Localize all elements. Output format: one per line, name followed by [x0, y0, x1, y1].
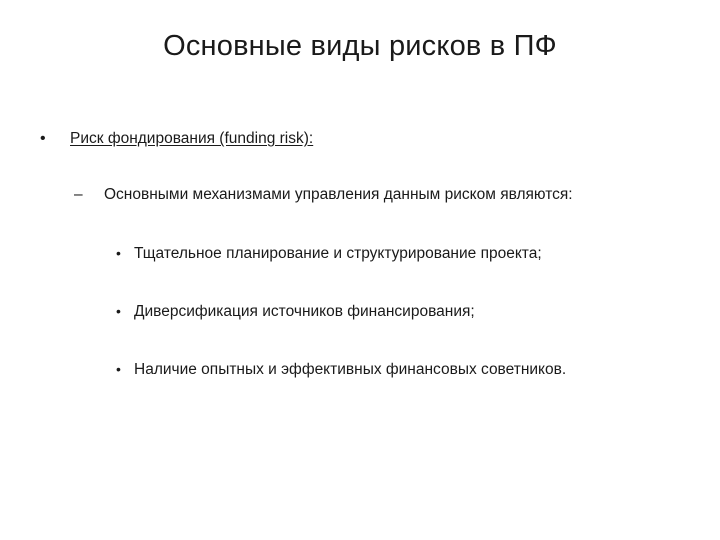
bullet-marker: •: [116, 303, 121, 319]
bullet-marker: •: [116, 245, 121, 261]
bullet-marker: •: [40, 130, 46, 147]
bullet-level-3-diversification: [116, 303, 475, 321]
bullet-text: Наличие опытных и эффективных финансовых советников.: [134, 361, 567, 378]
bullet-text-mechanisms: Основными механизмами управления данным риском являются:: [104, 186, 573, 203]
bullet-level-2: [74, 186, 573, 204]
bullet-text: Тщательное планирование и структурирование проекта;: [134, 245, 542, 262]
dash-marker: –: [74, 186, 83, 203]
bullet-level-3-advisors: [116, 361, 566, 379]
bullet-level-1: [40, 130, 313, 148]
bullet-marker: •: [116, 361, 121, 377]
slide-title: Основные виды рисков в ПФ: [163, 30, 557, 62]
bullet-text: Диверсификация источников финансирования;: [134, 303, 475, 320]
bullet-text-funding-risk: Риск фондирования (funding risk):: [70, 130, 314, 147]
bullet-level-3-planning: [116, 245, 542, 263]
